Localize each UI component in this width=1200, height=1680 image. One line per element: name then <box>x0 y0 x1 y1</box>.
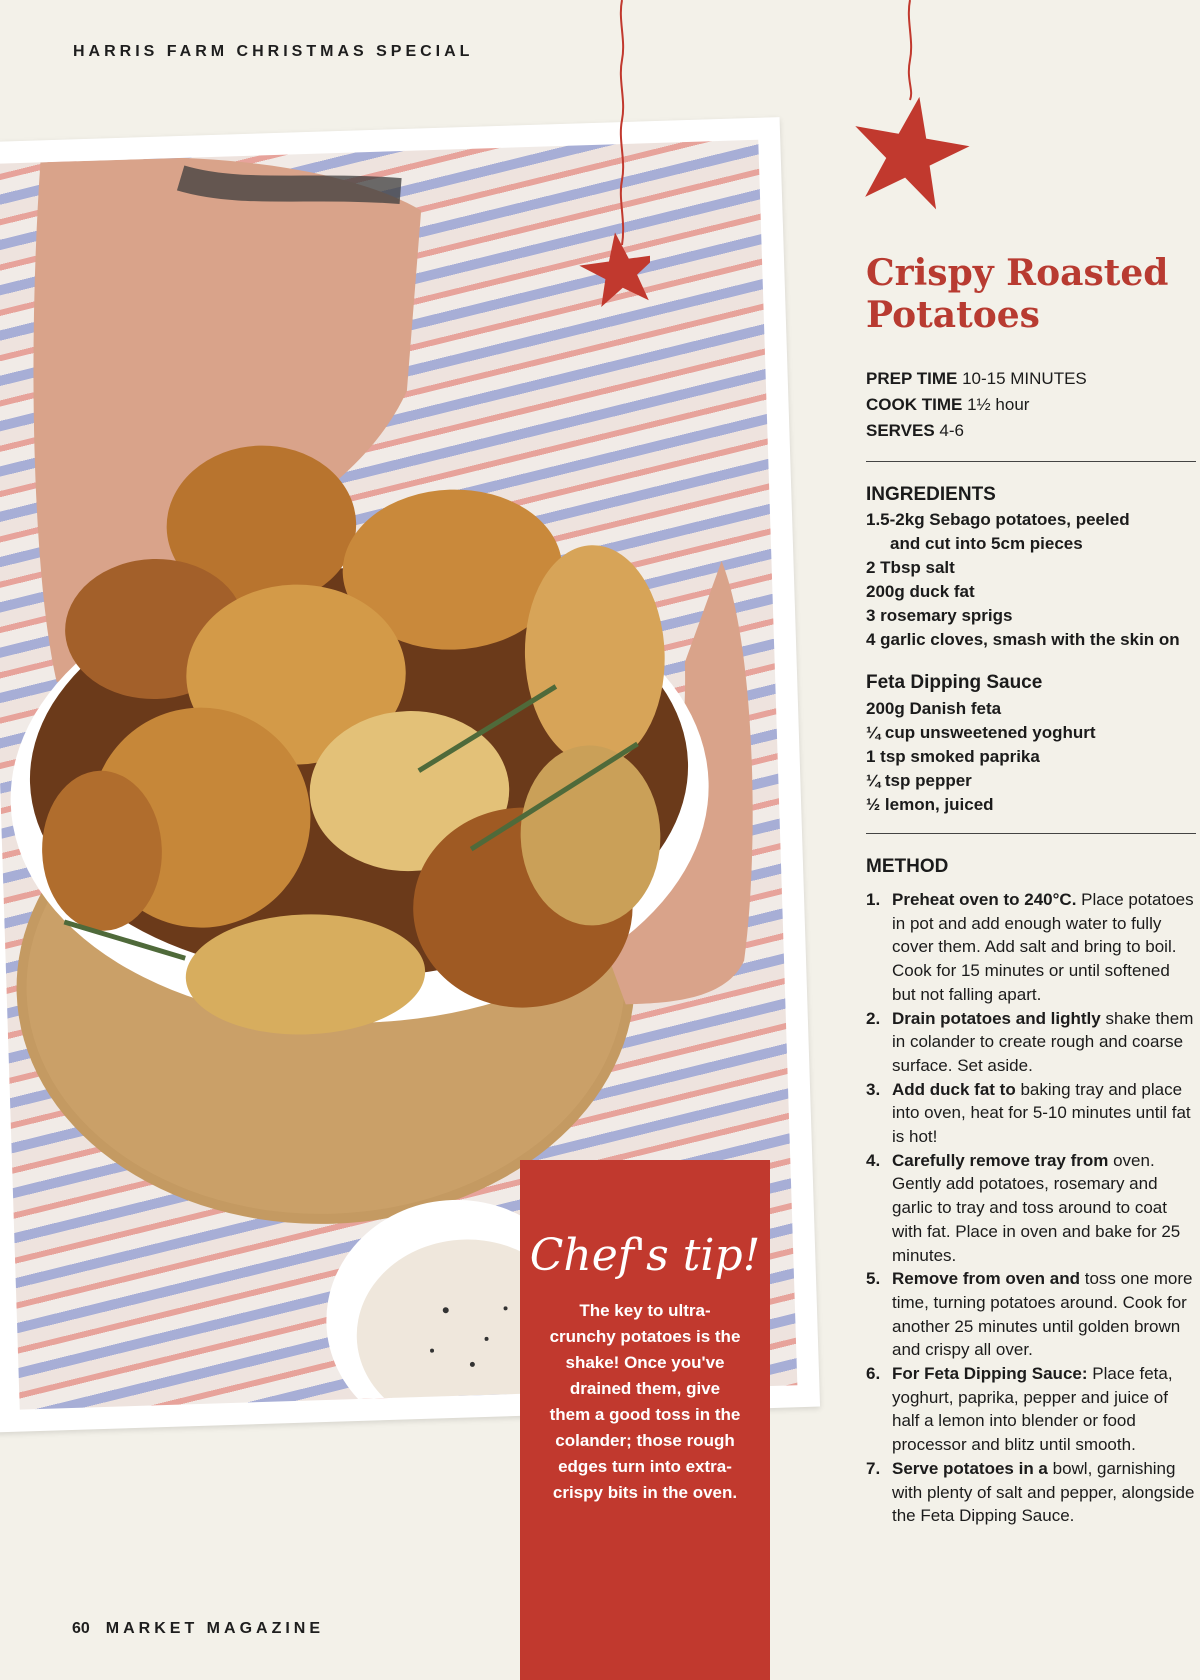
ingredients-heading: INGREDIENTS <box>866 484 996 505</box>
step-lead: Preheat oven to 240°C. <box>892 890 1077 909</box>
chefs-tip-body: The key to ultra-crunchy potatoes is the shake! Once you've drained them, give them a good toss in the colander; those rough edges turn into extra-crispy bits in the oven. <box>549 1301 741 1502</box>
method-step <box>866 1007 1198 1078</box>
running-header: HARRIS FARM CHRISTMAS SPECIAL <box>73 43 474 60</box>
step-lead: Add duck fat to <box>892 1079 1016 1099</box>
sauce-ingredient-item: 200g Danish feta <box>866 699 1002 718</box>
ingredient-item: 3 rosemary sprigs <box>866 606 1013 625</box>
step-number: 6. <box>866 1364 881 1384</box>
chefs-tip-title: Chef's tip! <box>529 1230 761 1281</box>
ingredient-item: 1.5-2kg Sebago potatoes, peeled <box>866 510 1130 529</box>
prep-time-value: 10-15 MINUTES <box>962 369 1087 388</box>
sauce-heading: Feta Dipping Sauce <box>866 672 1043 693</box>
step-lead: Remove from oven and <box>892 1269 1080 1289</box>
cook-time-value: 1½ hour <box>967 395 1030 414</box>
step-text: oven. Gently add potatoes, rosemary and garlic to tray and toss around to coat with fat. Place in oven and bake for 25 minutes. <box>892 1150 1181 1265</box>
sauce-ingredient-item: ¼ cup unsweetened yoghurt <box>866 723 1096 742</box>
star-icon <box>850 87 976 214</box>
recipe-title <box>866 252 1186 336</box>
method-step <box>866 1078 1198 1149</box>
sauce-ingredient-item: ¼ tsp pepper <box>866 771 972 790</box>
step-text: toss one more time, turning potatoes around. Cook for another 25 minutes until golden brown and crispy all over. <box>892 1269 1193 1360</box>
method-step <box>866 1362 1198 1457</box>
sauce-ingredients-list <box>866 697 1096 817</box>
hanging-star-large <box>850 0 980 230</box>
sauce-ingredient-item: 1 tsp smoked paprika <box>866 747 1040 766</box>
step-lead: Carefully remove tray from <box>892 1150 1109 1170</box>
divider <box>866 461 1196 462</box>
step-number: 5. <box>866 1269 881 1289</box>
divider <box>866 833 1196 834</box>
page-footer <box>72 1620 324 1638</box>
step-number: 4. <box>866 1150 881 1170</box>
serves-label: SERVES <box>866 421 935 440</box>
cook-time-label: COOK TIME <box>866 395 963 414</box>
recipe-meta <box>866 366 1087 444</box>
chefs-tip-box <box>520 1160 770 1680</box>
ingredient-item: 4 garlic cloves, smash with the skin on <box>866 630 1180 649</box>
magazine-name: MARKET MAGAZINE <box>105 1620 325 1637</box>
method-step <box>866 1267 1198 1362</box>
step-lead: Drain potatoes and lightly <box>892 1008 1101 1028</box>
step-number: 1. <box>866 890 881 909</box>
method-step <box>866 888 1198 1007</box>
serves-value: 4-6 <box>939 421 964 440</box>
method-list <box>866 888 1198 1528</box>
step-number: 7. <box>866 1458 881 1478</box>
step-number: 3. <box>866 1079 881 1099</box>
hanging-star-small <box>560 0 650 320</box>
step-text: Place potatoes in pot and add enough water to fully cover them. Add salt and bring to boil. Cook for 15 minutes or until softened but not falling apart. <box>892 890 1194 1004</box>
ingredient-item: 2 Tbsp salt <box>866 558 955 577</box>
method-step <box>866 1457 1198 1528</box>
ingredients-list <box>866 508 1180 652</box>
step-text: shake them in colander to create rough and coarse surface. Set aside. <box>892 1008 1194 1075</box>
recipe-title-line2: Potatoes <box>866 294 1040 336</box>
step-text: baking tray and place into oven, heat for 5-10 minutes until fat is hot! <box>892 1079 1191 1147</box>
ingredient-item: and cut into 5cm pieces <box>890 534 1083 553</box>
sauce-ingredient-item: ½ lemon, juiced <box>866 795 994 814</box>
page-number: 60 <box>72 1620 90 1637</box>
step-lead: Serve potatoes in a <box>892 1458 1048 1478</box>
method-step <box>866 1149 1198 1268</box>
step-text: Place feta, yoghurt, paprika, pepper and juice of half a lemon into blender or food processor and blitz until smooth. <box>892 1364 1173 1455</box>
prep-time-label: PREP TIME <box>866 369 958 388</box>
method-heading: METHOD <box>866 856 949 877</box>
star-icon <box>575 227 650 309</box>
step-lead: For Feta Dipping Sauce: <box>892 1364 1088 1384</box>
step-text: bowl, garnishing with plenty of salt and pepper, alongside the Feta Dipping Sauce. <box>892 1458 1195 1526</box>
recipe-title-line1: Crispy Roasted <box>866 252 1169 294</box>
step-number: 2. <box>866 1008 881 1028</box>
ingredient-item: 200g duck fat <box>866 582 975 601</box>
